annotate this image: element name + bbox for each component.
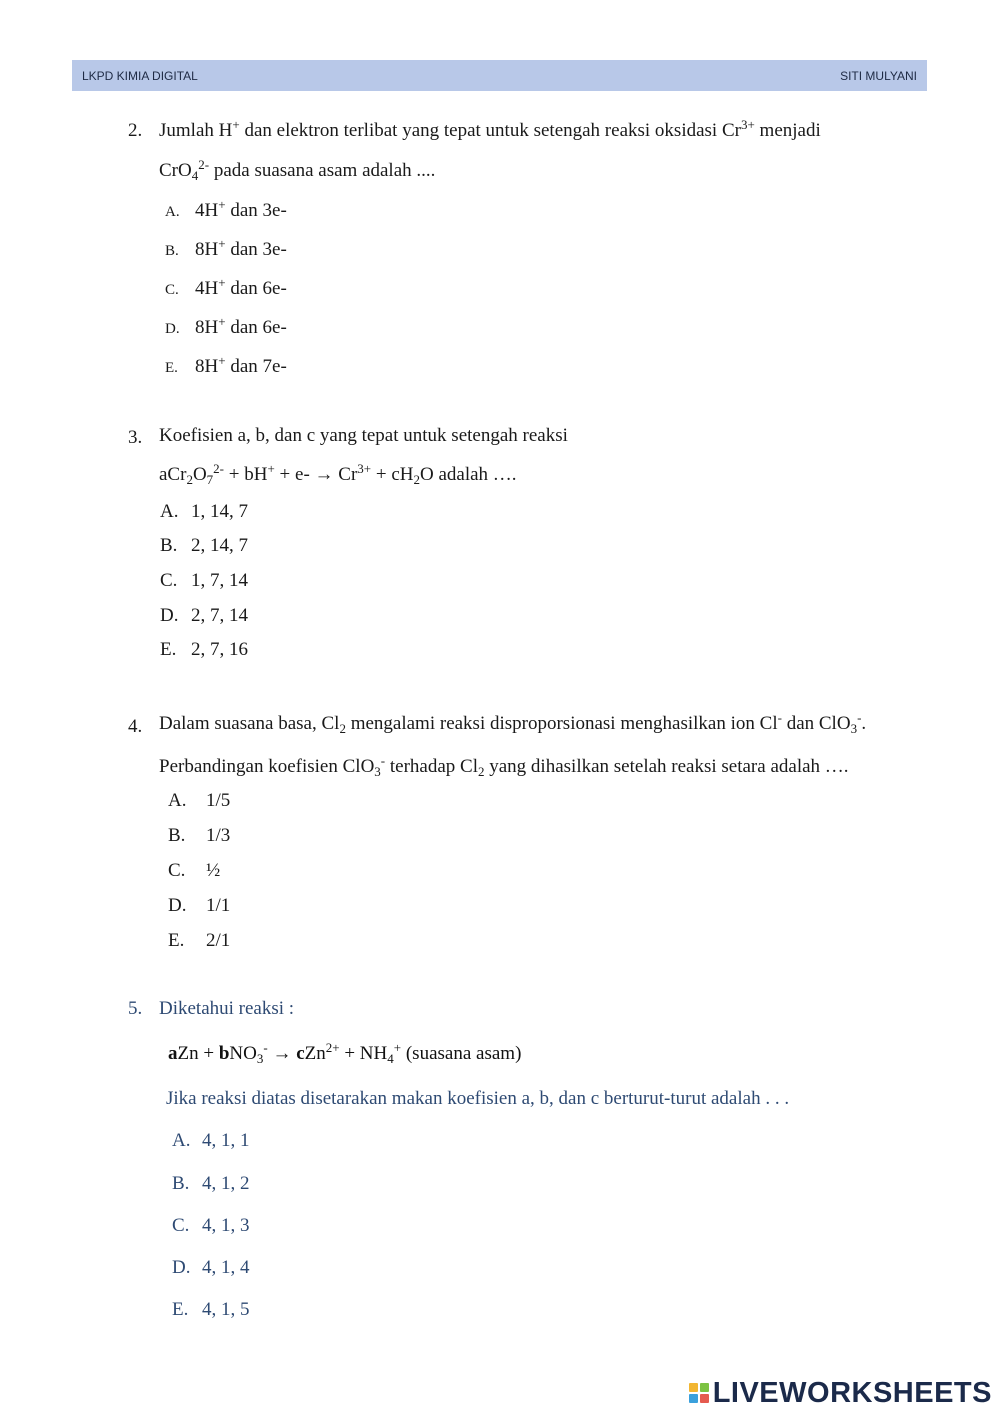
option-c[interactable]: C. 4H+ dan 6e- xyxy=(165,275,287,299)
page-header xyxy=(72,60,927,91)
option-b[interactable]: B. 4, 1, 2 xyxy=(172,1173,250,1194)
question-text-line3: Jika reaksi diatas disetarakan makan koefisien a, b, dan c berturut-turut adalah . . . xyxy=(166,1088,790,1109)
question-text-line2: CrO$_4^{2-}$ pada suasana asam adalah .... xyxy=(159,157,436,183)
option-d[interactable]: D. 4, 1, 4 xyxy=(172,1257,250,1278)
option-d[interactable]: D. 1/1 xyxy=(168,895,231,916)
liveworksheets-logo[interactable] xyxy=(689,1378,992,1408)
option-c[interactable]: C. 4, 1, 3 xyxy=(172,1215,250,1236)
option-e[interactable]: E. 4, 1, 5 xyxy=(172,1299,250,1320)
question-number: 3. xyxy=(128,427,143,448)
question-text-line1: Koefisien a, b, dan c yang tepat untuk setengah reaksi xyxy=(159,425,568,446)
option-b[interactable]: B. 8H+ dan 3e- xyxy=(165,236,287,260)
option-a[interactable]: A. 4H+ dan 3e- xyxy=(165,197,287,221)
option-b[interactable]: B. 2, 14, 7 xyxy=(160,535,248,556)
option-a[interactable]: A. 4, 1, 1 xyxy=(172,1130,250,1151)
option-d[interactable]: D. 2, 7, 14 xyxy=(160,605,248,626)
option-c[interactable]: C. 1, 7, 14 xyxy=(160,570,248,591)
header-right-author: SITI MULYANI xyxy=(840,68,917,83)
option-e[interactable]: E. 2, 7, 16 xyxy=(160,639,248,660)
option-a[interactable]: A. 1, 14, 7 xyxy=(160,501,248,522)
question-number: 2. xyxy=(128,120,143,141)
question-number: 5. xyxy=(128,998,143,1019)
liveworksheets-logo-icon xyxy=(689,1383,709,1403)
question-text-line1: Jumlah H+ dan elektron terlibat yang tepat untuk setengah reaksi oksidasi $Cr^{3+}$ menjadi xyxy=(159,117,821,141)
question-equation: $aCr_2O_7^{2-} + bH^+ + e- \to Cr^{3+} + cH_2O$ adalah …. xyxy=(159,461,517,487)
option-d[interactable]: D. 8H+ dan 6e- xyxy=(165,314,287,338)
option-c[interactable]: C. ½ xyxy=(168,860,221,881)
option-b[interactable]: B. 1/3 xyxy=(168,825,231,846)
option-a[interactable]: A. 1/5 xyxy=(168,790,231,811)
header-left-title: LKPD KIMIA DIGITAL xyxy=(82,68,198,83)
logo-text: LIVEWORKSHEETS xyxy=(712,1376,992,1409)
question-text-line1: Dalam suasana basa, $Cl_2$ mengalami reaksi disproporsionasi menghasilkan ion Cl- dan ClO$_3$-. xyxy=(159,710,867,736)
question-text-line1: Diketahui reaksi : xyxy=(159,998,295,1019)
question-equation: aZn + $bNO_3^- \to cZn^{2+} + NH_4^+$ (suasana asam) xyxy=(168,1040,522,1066)
question-text-line2: Perbandingan koefisien ClO$_3$- terhadap $Cl_2$ yang dihasilkan setelah reaksi setara adalah …. xyxy=(159,753,849,779)
question-number: 4. xyxy=(128,716,143,737)
option-e[interactable]: E. 8H+ dan 7e- xyxy=(165,353,287,377)
option-e[interactable]: E. 2/1 xyxy=(168,930,231,951)
